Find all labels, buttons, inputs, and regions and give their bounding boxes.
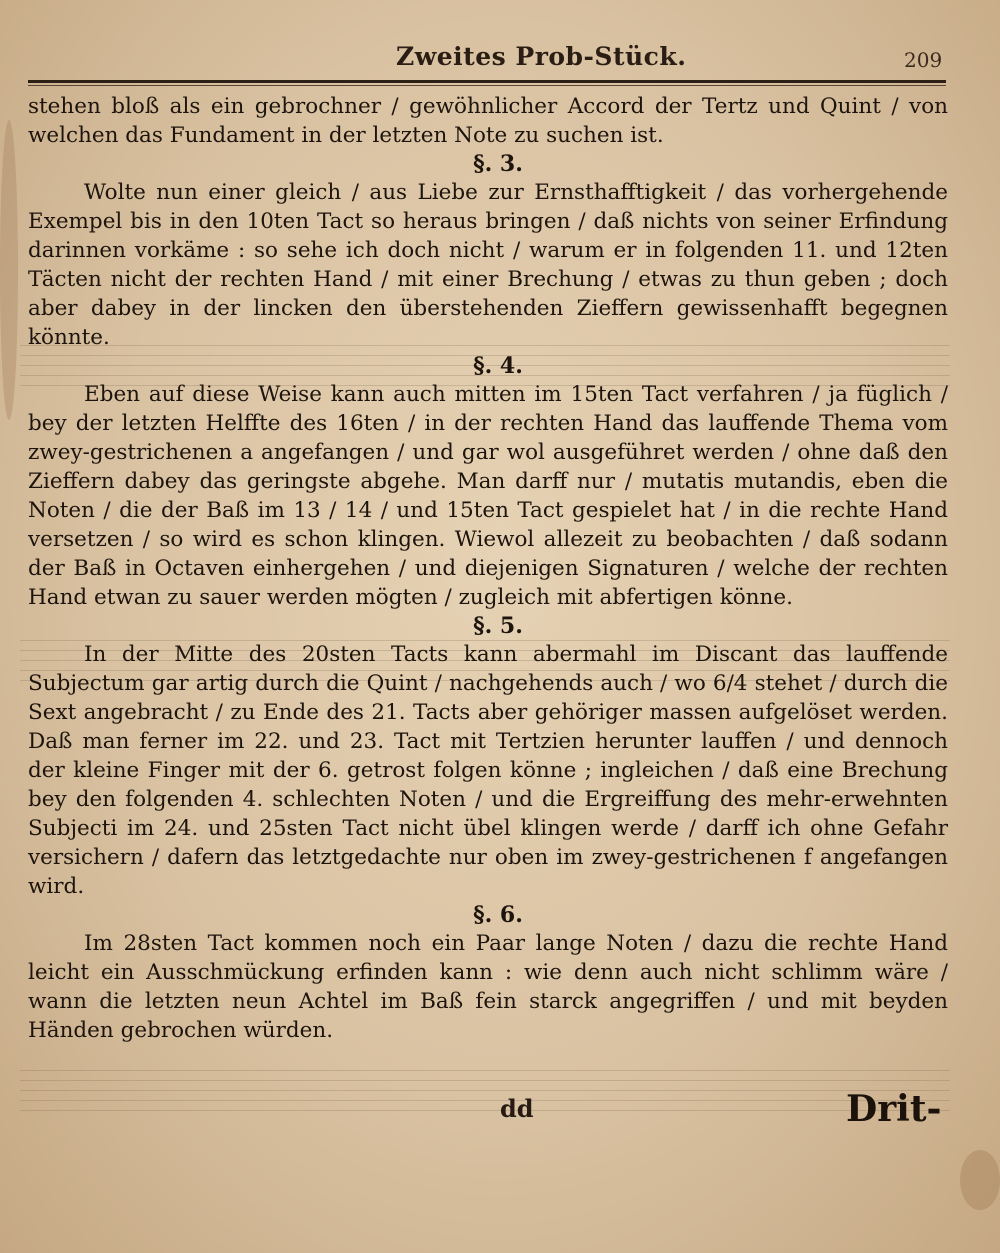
section-number: §. 4. [473,353,523,379]
running-head [0,42,1000,76]
paper-stain [960,1150,1000,1210]
running-head-title: Zweites Prob-Stück. [396,42,687,71]
section-number: §. 6. [473,902,523,928]
header-rule [28,80,946,83]
paper-stain [0,120,18,420]
page-footer [0,1088,1000,1138]
paragraph: Eben auf diese Weise kann auch mitten im 15ten Tact verfahren / ja füglich / bey der letzten Helffte des 16ten / in der rechten Hand das lauffende Thema vom zwey-gestrichenen a angefangen / und gar wol ausgeführet werden / ohne daß den Zieffern dabey das geringste abgehe. Man darff nur / mutatis mutandis, eben die Noten / die der Baß im 13 / 14 / und 15ten Tact gespielet hat / in die rechte Hand versetzen / so wird es schon klingen. Wiewol allezeit zu beobachten / daß sodann der Baß in Octaven einhergehen / und diejenigen Signaturen / welche der rechten Hand etwan zu sauer werden mögten / zugleich mit abfertigen könne. [28,382,948,610]
paragraph: Im 28sten Tact kommen noch ein Paar lange Noten / dazu die rechte Hand leicht ein Ausschmückung erfinden kann : wie denn auch nicht schlimm wäre / wann die letzten neun Achtel im Baß fein starck angegriffen / und mit beyden Händen gebrochen würden. [28,931,948,1043]
catchword: Drit- [846,1088,942,1130]
paragraph: Wolte nun einer gleich / aus Liebe zur Ernsthafftigkeit / das vorhergehende Exempel bis in den 10ten Tact so heraus bringen / daß nichts von seiner Erfindung darinnen vorkäme : so sehe ich doch nicht / warum er in folgenden 11. und 12ten Täcten nicht der rechten Hand / mit einer Brechung / etwas zu thun geben ; doch aber dabey in der lincken den überstehenden Zieffern gewissenhafft begegnen könnte. [28,180,948,350]
main-text [28,92,948,1045]
paragraph: stehen bloß als ein gebrochner / gewöhnlicher Accord der Tertz und Quint / von welchen das Fundament in der letzten Note zu suchen ist. [28,94,948,148]
paragraph: In der Mitte des 20sten Tacts kann abermahl im Discant das lauffende Subjectum gar artig durch die Quint / nachgehends auch / wo 6/4 stehet / durch die Sext angebracht / zu Ende des 21. Tacts aber gehöriger massen aufgelöset werden. Daß man ferner im 22. und 23. Tact mit Tertzien herunter lauffen / und dennoch der kleine Finger mit der 6. getrost folgen könne ; ingleichen / daß eine Brechung bey den folgenden 4. schlechten Noten / und die Ergreiffung des mehr-erwehnten Subjecti im 24. und 25sten Tact nicht übel klingen werde / darff ich ohne Gefahr versichern / dafern das letztgedachte nur oben im zwey-gestrichenen f angefangen wird. [28,642,948,899]
header-rule-thin [28,85,946,86]
signature-mark: dd [500,1094,534,1123]
section-number: §. 5. [473,613,523,639]
section-number: §. 3. [473,151,523,177]
page-number: 209 [904,48,943,72]
